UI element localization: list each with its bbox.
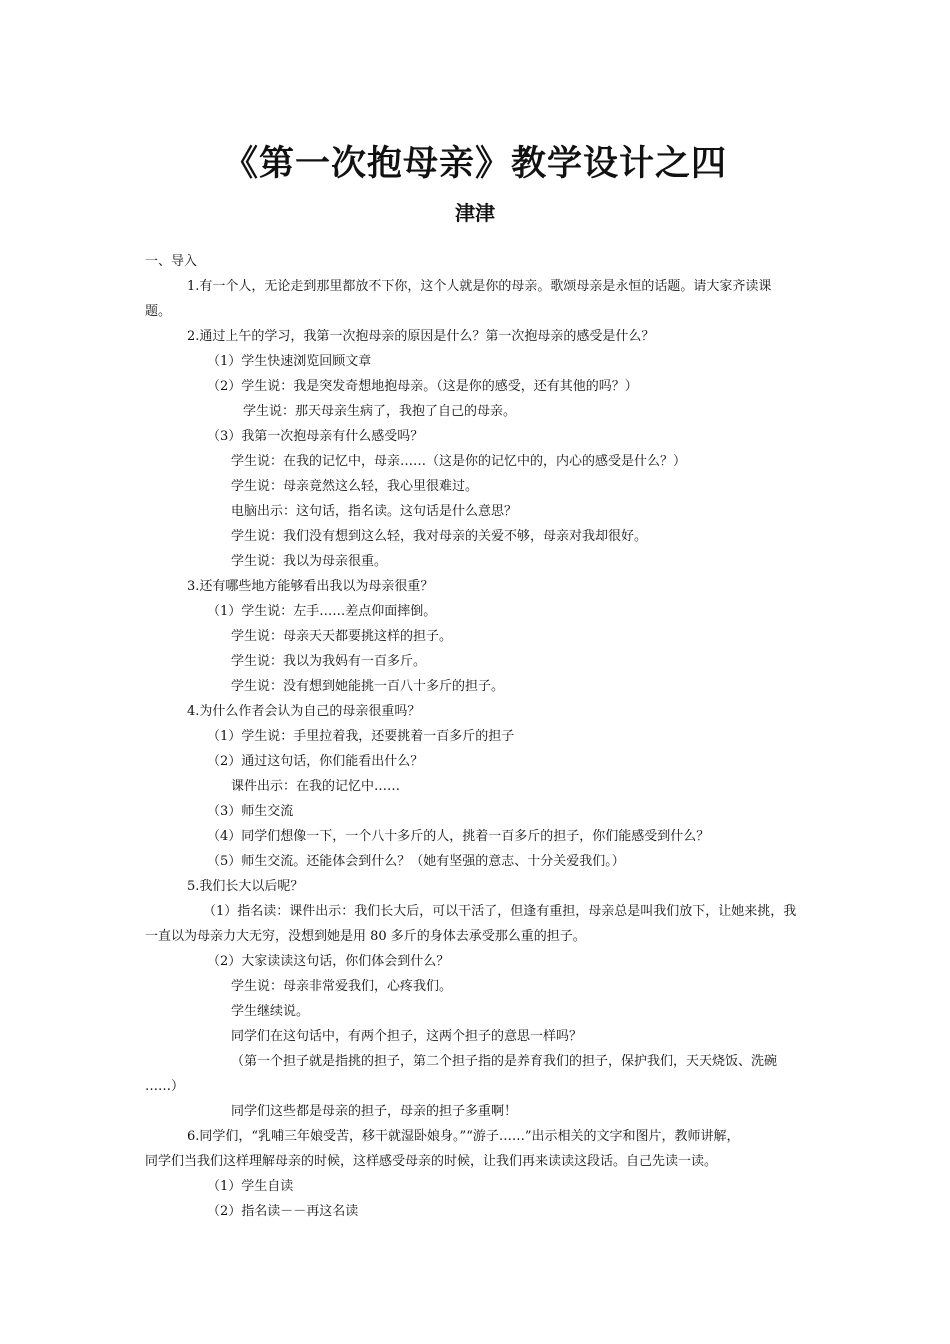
paragraph-line: ……）	[145, 1079, 185, 1094]
paragraph-line: 学生继续说。	[231, 1004, 310, 1019]
paragraph-line: 学生说：母亲竟然这么轻，我心里很难过。	[231, 479, 479, 494]
paragraph-line: 学生说：我们没有想到这么轻，我对母亲的关爱不够，母亲对我却很好。	[231, 529, 648, 544]
document-author: 津津	[455, 201, 495, 225]
paragraph-line: （4）同学们想像一下，一个八十多斤的人，挑着一百多斤的担子，你们能感受到什么？	[207, 829, 710, 844]
paragraph-line: 4.为什么作者会认为自己的母亲很重吗？	[187, 704, 421, 719]
paragraph-line: 题。	[145, 304, 172, 319]
paragraph-line: （第一个担子就是指挑的担子，第二个担子指的是养育我们的担子，保护我们，天天烧饭、洗碗	[231, 1054, 778, 1069]
paragraph-line: 一直以为母亲力大无穷，没想到她是用 80 多斤的身体去承受那么重的担子。	[145, 929, 586, 944]
document-body	[145, 249, 807, 1224]
paragraph-line: 课件出示：在我的记忆中……	[231, 779, 401, 794]
paragraph-line: 学生说：那天母亲生病了，我抱了自己的母亲。	[243, 404, 517, 419]
paragraph-line: （2）通过这句话，你们能看出什么？	[207, 754, 424, 769]
paragraph-line: （1）学生快速浏览回顾文章	[207, 354, 372, 369]
paragraph-line: 电脑出示：这句话，指名读。这句话是什么意思？	[231, 504, 518, 519]
document-title: 《第一次抱母亲》教学设计之四	[222, 144, 727, 184]
paragraph-line: 学生说：没有想到她能挑一百八十多斤的担子。	[231, 679, 505, 694]
paragraph-line: 学生说：母亲非常爱我们，心疼我们。	[231, 979, 453, 994]
paragraph-line: （2）大家读读这句话，你们体会到什么？	[207, 954, 450, 969]
paragraph-line: （1）学生自读	[207, 1179, 294, 1194]
paragraph-line: （3）师生交流	[207, 804, 294, 819]
paragraph-line: （5）师生交流。还能体会到什么？（她有坚强的意志、十分关爱我们。）	[207, 854, 625, 869]
paragraph-line: 一、导入	[145, 254, 198, 269]
paragraph-line: （2）学生说：我是突发奇想地抱母亲。（这是你的感受，还有其他的吗？）	[207, 379, 638, 394]
paragraph-line: （1）指名读：课件出示：我们长大后，可以干活了，但逢有重担，母亲总是叫我们放下，让她来挑，我	[203, 904, 797, 919]
paragraph-line: 6.同学们，“乳哺三年娘受苦，移干就湿卧娘身。”“游子……”出示相关的文字和图片，教师讲解，	[187, 1129, 740, 1144]
paragraph-line: 同学们在这句话中，有两个担子，这两个担子的意思一样吗？	[231, 1029, 583, 1044]
paragraph-line: 1.有一个人，无论走到那里都放不下你，这个人就是你的母亲。歌颂母亲是永恒的话题。请大家齐读课	[187, 279, 772, 294]
paragraph-line: （1）学生说：左手……差点仰面摔倒。	[207, 604, 437, 619]
paragraph-line: 学生说：母亲天天都要挑这样的担子。	[231, 629, 453, 644]
paragraph-line: 学生说：我以为我妈有一百多斤。	[231, 654, 427, 669]
paragraph-line: 学生说：我以为母亲很重。	[231, 554, 388, 569]
paragraph-line: （3）我第一次抱母亲有什么感受吗？	[207, 429, 424, 444]
paragraph-line: 5.我们长大以后呢？	[187, 879, 304, 894]
paragraph-line: 同学们这些都是母亲的担子，母亲的担子多重啊！	[231, 1104, 518, 1119]
paragraph-line: 2.通过上午的学习，我第一次抱母亲的原因是什么？第一次抱母亲的感受是什么？	[187, 329, 655, 344]
paragraph-line: 同学们当我们这样理解母亲的时候，这样感受母亲的时候，让我们再来读读这段话。自己先读一读。	[145, 1154, 718, 1169]
paragraph-line: （1）学生说：手里拉着我，还要挑着一百多斤的担子	[207, 729, 515, 744]
paragraph-line: 学生说：在我的记忆中，母亲……（这是你的记忆中的，内心的感受是什么？）	[231, 454, 687, 469]
paragraph-line: 3.还有哪些地方能够看出我以为母亲很重？	[187, 579, 434, 594]
paragraph-line: （2）指名读－－再这名读	[207, 1204, 359, 1219]
